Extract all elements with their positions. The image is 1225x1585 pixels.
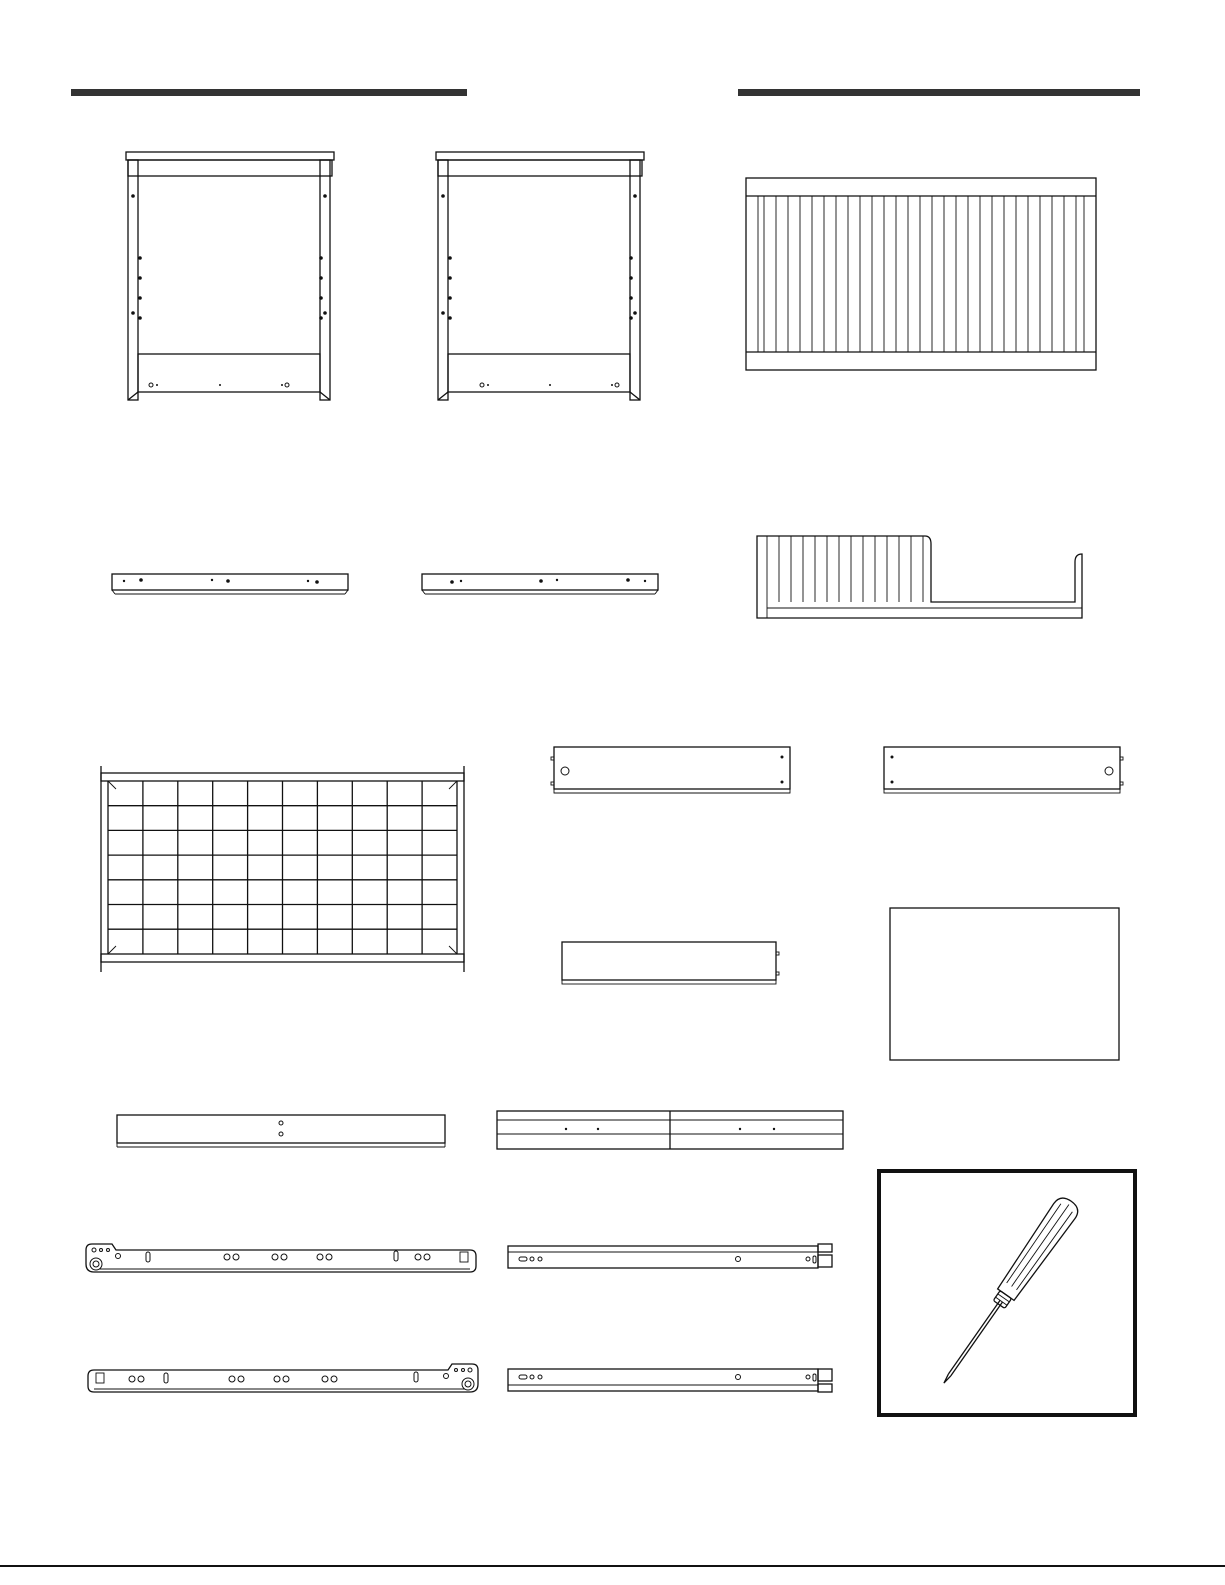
left-section-rule: [71, 89, 467, 96]
page-bottom-rule: [0, 1565, 1225, 1567]
back-rail-right: [420, 572, 662, 598]
side-panel-left: [120, 148, 340, 406]
mattress-support-grid: [98, 764, 468, 974]
drawer-front-rail: [115, 1113, 449, 1151]
drawer-bottom-panel: [888, 906, 1122, 1064]
toddler-guardrail: [755, 532, 1089, 622]
drawer-slide-drawer-left: [506, 1243, 836, 1273]
drawer-slide-cabinet-left: [84, 1236, 480, 1280]
right-section-rule: [738, 89, 1140, 96]
drawer-slide-cabinet-right: [84, 1356, 480, 1400]
drawer-side-right: [880, 745, 1126, 801]
tool-box: [877, 1169, 1137, 1417]
front-guardrail: [744, 176, 1100, 376]
drawer-back: [558, 940, 784, 990]
drawer-side-left: [548, 745, 794, 801]
screwdriver-icon: [881, 1173, 1133, 1413]
side-panel-right: [430, 148, 650, 406]
back-rail-left: [110, 572, 352, 598]
drawer-split-rail: [494, 1109, 846, 1153]
drawer-slide-drawer-right: [506, 1366, 836, 1396]
